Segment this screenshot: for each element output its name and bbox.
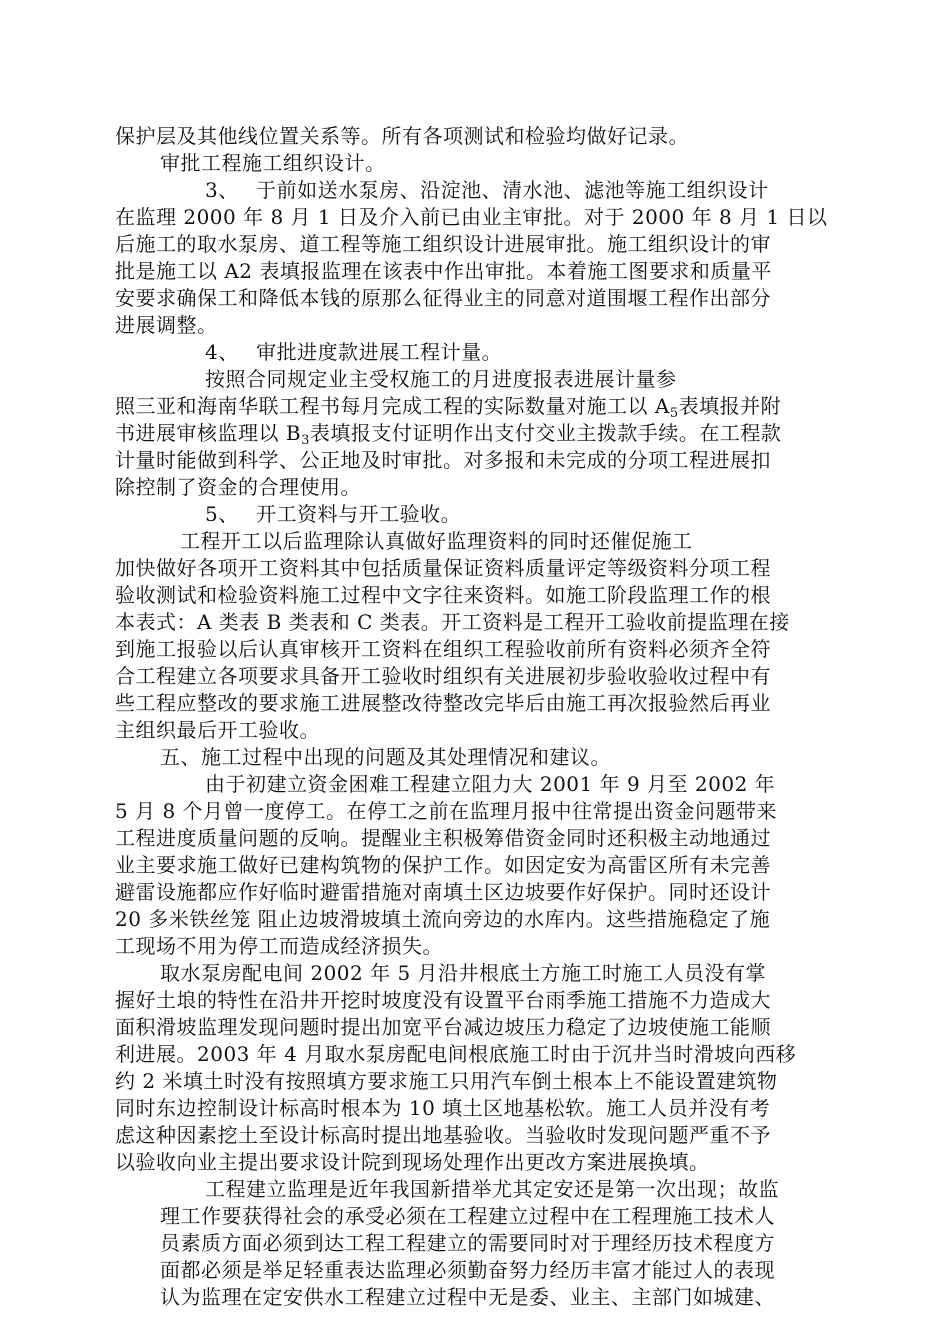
text-line: 利进展。2003 年 4 月取水泵房配电间根底施工时由于沉井当时滑坡向西移	[115, 1042, 797, 1066]
text-line: 验收测试和检验资料施工过程中文字往来资料。如施工阶段监理工作的根	[115, 583, 771, 607]
text-line: 20 多米铁丝笼 阻止边坡滑坡填土流向旁边的水库内。这些措施稳定了施	[115, 907, 771, 931]
text-line: 取水泵房配电间 2002 年 5 月沿井根底土方施工时施工人员没有掌	[160, 961, 767, 985]
text-line: 5 月 8 个月曾一度停工。在停工之前在监理月报中往常提出资金问题带来	[115, 799, 778, 823]
text-line: 员素质方面必须到达工程工程建立的需要同时对于理经历技术程度方	[160, 1231, 775, 1255]
text-line: 工程建立监理是近年我国新措举尤其定安还是第一次出现；故监	[205, 1177, 779, 1201]
text-line-with-subscript	[115, 419, 781, 447]
text-line: 本表式：A 类表 B 类表和 C 类表。开工资料是工程开工验收前提监理在接	[115, 610, 790, 634]
line-text-after: 表填报并附	[678, 394, 782, 418]
text-line: 计量时能做到科学、公正地及时审批。对多报和未完成的分项工程进展扣	[115, 448, 771, 472]
text-line: 认为监理在定安供水工程建立过程中无是委、业主、主部门如城建、	[160, 1285, 775, 1309]
list-item-4: 4、 审批进度款进展工程计量。	[205, 340, 503, 364]
line-text-after: 表填报支付证明作出支付交业主拨款手续。在工程款	[309, 421, 782, 445]
form-letter-b: B	[285, 421, 302, 445]
text-line: 后施工的取水泵房、道工程等施工组织设计进展审批。施工组织设计的审	[115, 232, 771, 256]
subscript-5: 5	[669, 406, 679, 421]
list-item-3: 3、 于前如送水泵房、沿淀池、清水池、滤池等施工组织设计	[205, 178, 769, 202]
text-line: 同时东边控制设计标高时根本为 10 填土区地基松软。施工人员并没有考	[115, 1096, 771, 1120]
text-line: 理工作要获得社会的承受必须在工程建立过程中在工程理施工技术人	[160, 1204, 775, 1228]
section-heading-5: 五、施工过程中出现的问题及其处理情况和建议。	[160, 745, 611, 769]
text-line: 保护层及其他线位置关系等。所有各项测试和检验均做好记录。	[115, 124, 689, 148]
text-line: 合工程建立各项要求具备开工验收时组织有关进展初步验收验收过程中有	[115, 664, 771, 688]
text-line: 批是施工以 A2 表填报监理在该表中作出审批。本着施工图要求和质量平	[115, 259, 772, 283]
text-line: 工现场不用为停工而造成经济损失。	[115, 934, 443, 958]
text-line: 些工程应整改的要求施工进展整改待整改完毕后由施工再次报验然后再业	[115, 691, 771, 715]
line-text-before: 书进展审核监理以	[115, 421, 286, 445]
text-line: 业主要求施工做好已建构筑物的保护工作。如因定安为高雷区所有未完善	[115, 853, 771, 877]
text-line: 到施工报验以后认真审核开工资料在组织工程验收前所有资料必须齐全符	[115, 637, 771, 661]
text-line: 避雷设施都应作好临时避雷措施对南填土区边坡要作好保护。同时还设计	[115, 880, 771, 904]
text-line: 除控制了资金的合理使用。	[115, 475, 361, 499]
text-line: 面积滑坡监理发现问题时提出加宽平台减边坡压力稳定了边坡使施工能顺	[115, 1015, 771, 1039]
text-line: 虑这种因素挖土至设计标高时提出地基验收。当验收时发现问题严重不予	[115, 1123, 771, 1147]
text-line: 按照合同规定业主受权施工的月进度报表进展计量参	[205, 367, 677, 391]
text-line: 握好土埌的特性在沿井开挖时坡度没有设置平台雨季施工措施不力造成大	[115, 988, 771, 1012]
list-item-5: 5、 开工资料与开工验收。	[205, 502, 462, 526]
text-line: 加快做好各项开工资料其中包括质量保证资料质量评定等级资料分项工程	[115, 556, 771, 580]
line-text-before: 照三亚和海南华联工程书每月完成工程的实际数量对施工以 A	[115, 394, 670, 418]
text-line-with-subscript	[115, 392, 781, 420]
text-line: 安要求确保工和降低本钱的原那么征得业主的同意对道围堰工程作出部分	[115, 286, 771, 310]
text-line: 工程开工以后监理除认真做好监理资料的同时还催促施工	[180, 529, 693, 553]
text-line: 主组织最后开工验收。	[115, 718, 320, 742]
text-line: 以验收向业主提出要求设计院到现场处理作出更改方案进展换填。	[115, 1150, 710, 1174]
text-line: 进展调整。	[115, 313, 218, 337]
subscript-3: 3	[301, 433, 310, 448]
text-line: 工程进度质量问题的反响。提醒业主积极筹借资金同时还积极主动地通过	[115, 826, 771, 850]
text-line: 面都必须是举足轻重表达监理必须勤奋努力经历丰富才能过人的表现	[160, 1258, 775, 1282]
text-line: 在监理 2000 年 8 月 1 日及介入前已由业主审批。对于 2000 年 8 月 1 日以	[115, 205, 828, 229]
text-line: 审批工程施工组织设计。	[160, 151, 386, 175]
text-line: 由于初建立资金困难工程建立阻力大 2001 年 9 月至 2002 年	[205, 772, 776, 796]
text-line: 约 2 米填土时没有按照填方要求施工只用汽车倒土根本上不能设置建筑物	[115, 1069, 778, 1093]
